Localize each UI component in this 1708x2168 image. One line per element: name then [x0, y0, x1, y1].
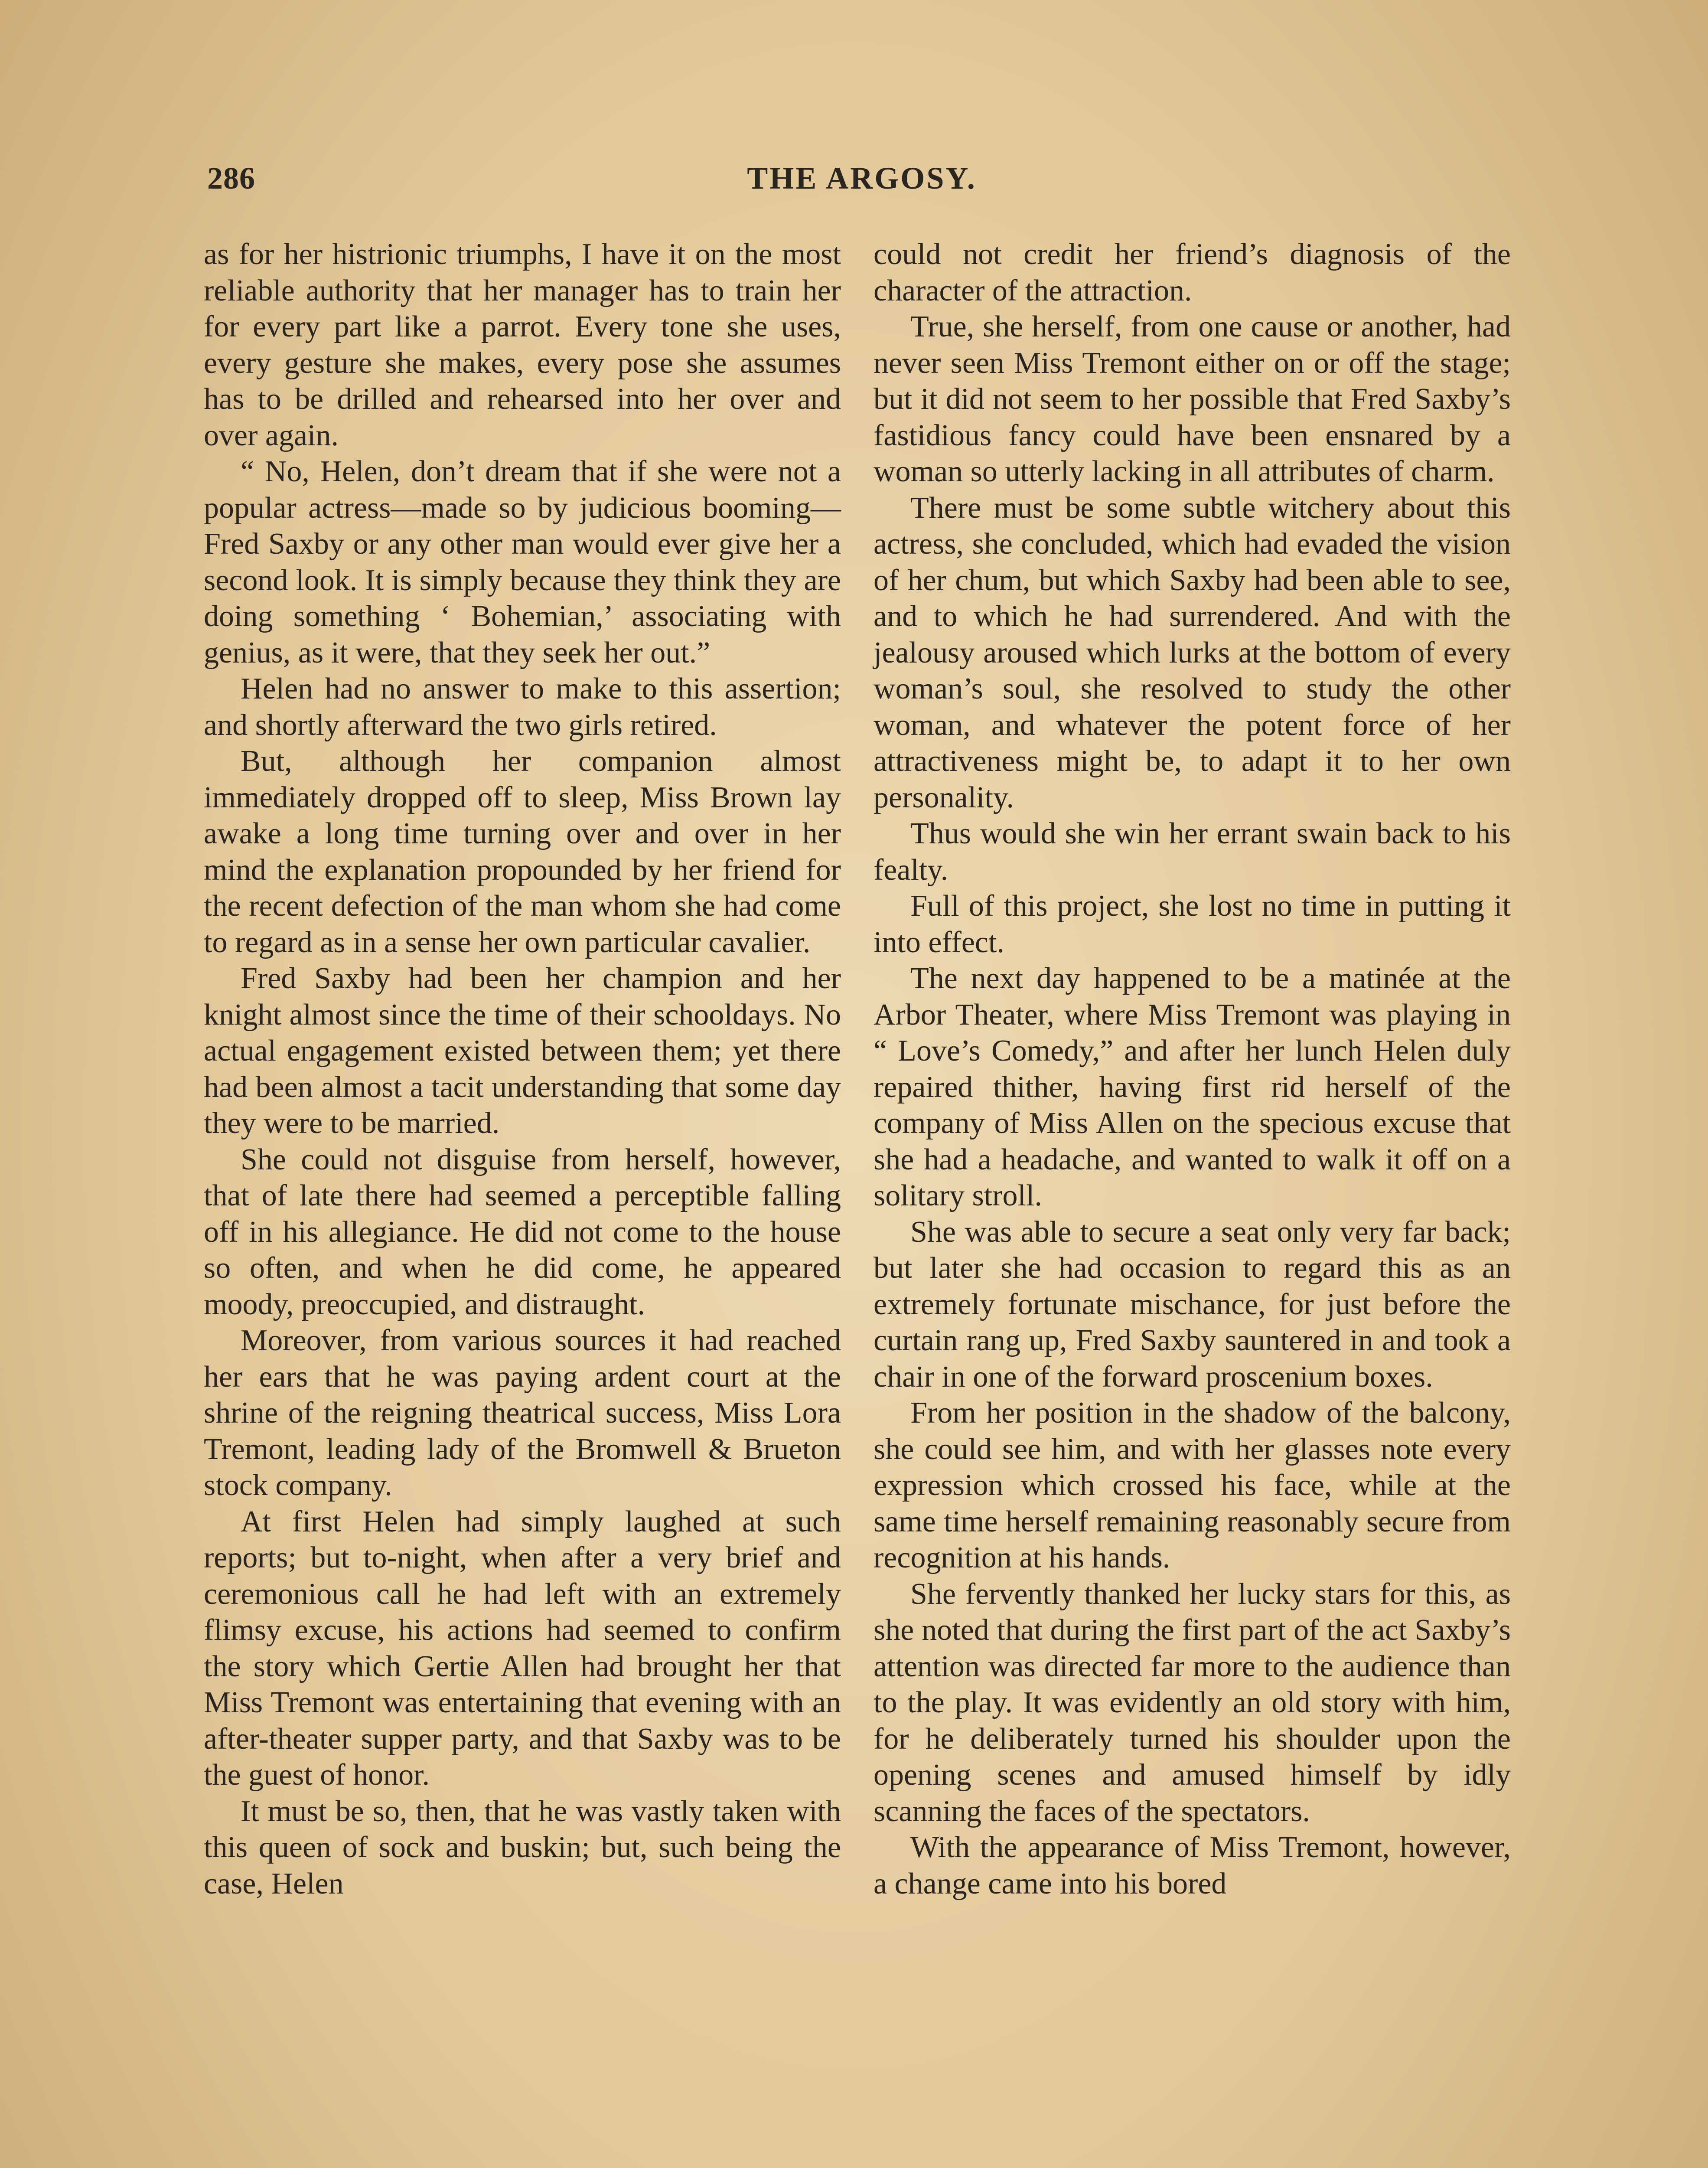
paragraph: The next day happened to be a matinée at the Arbor Theater, where Miss Tremont was playing in “ Love’s Comedy,” and after her lunch Helen duly repaired thither, having first rid herself of the company of Miss Allen on the specious excuse that she had a headache, and wanted to walk it off on a solitary stroll. [874, 962, 1511, 1212]
left-column [204, 236, 841, 1902]
paragraph: She fervently thanked her lucky stars for this, as she noted that during the first part of the act Saxby’s attention was directed far more to the audience than to the play. It was evidently an old story with him, for he deliberately turned his shoulder upon the opening scenes and amused himself by idly scanning the faces of the spectators. [874, 1577, 1511, 1828]
paragraph: From her position in the shadow of the balcony, she could see him, and with her glasses note every expression which crossed his face, while at the same time herself remaining reasonably secure from recognition at his hands. [874, 1396, 1511, 1574]
paragraph: With the appearance of Miss Tremont, however, a change came into his bored [874, 1831, 1511, 1900]
page-number: 286 [207, 161, 255, 196]
paragraph: Helen had no answer to make to this assertion; and shortly afterward the two girls retired. [204, 672, 841, 742]
paragraph: Fred Saxby had been her champion and her knight almost since the time of their schooldays. No actual engagement existed between them; yet there had been almost a tacit understanding that some day they were to be married. [204, 962, 841, 1140]
page-header [207, 160, 1516, 212]
paragraph: Thus would she win her errant swain back to his fealty. [874, 817, 1511, 887]
paragraph: “ No, Helen, don’t dream that if she were not a popular actress—made so by judicious booming—Fred Saxby or any other man would ever give her a second look. It is simply because they think they are doing something ‘ Bohemian,’ associating with genius, as it were, that they seek her out.” [204, 455, 841, 669]
paragraph: At first Helen had simply laughed at such reports; but to-night, when after a very brief and ceremonious call he had left with an extremely flimsy excuse, his actions had seemed to confirm the story which Gertie Allen had brought her that Miss Tremont was entertaining that evening with an after-theater supper party, and that Saxby was to be the guest of honor. [204, 1505, 841, 1792]
paragraph: as for her histrionic triumphs, I have it on the most reliable authority that her manager has to train her for every part like a parrot. Every tone she uses, every gesture she makes, every pose she assumes has to be drilled and rehearsed into her over and over again. [204, 238, 841, 452]
right-column [874, 236, 1511, 1902]
paragraph: True, she herself, from one cause or another, had never seen Miss Tremont either on or off the stage; but it did not seem to her possible that Fred Saxby’s fastidious fancy could have been ensnared by a woman so utterly lacking in all attributes of charm. [874, 310, 1511, 488]
paragraph: She could not disguise from herself, however, that of late there had seemed a perceptible falling off in his allegiance. He did not come to the house so often, and when he did come, he appeared moody, preoccupied, and distraught. [204, 1143, 841, 1321]
paragraph: She was able to secure a seat only very far back; but later she had occasion to regard this as an extremely fortunate mischance, for just before the curtain rang up, Fred Saxby sauntered in and took a chair in one of the forward proscenium boxes. [874, 1215, 1511, 1394]
paragraph: But, although her companion almost immediately dropped off to sleep, Miss Brown lay awake a long time turning over and over in her mind the explanation propounded by her friend for the recent defection of the man whom she had come to regard as in a sense her own particular cavalier. [204, 744, 841, 959]
paragraph: There must be some subtle witchery about this actress, she concluded, which had evaded the vision of her chum, but which Saxby had been able to see, and to which he had surrendered. And with the jealousy aroused which lurks at the bottom of every woman’s soul, she resolved to study the other woman, and whatever the potent force of her attractiveness might be, to adapt it to her own personality. [874, 491, 1511, 814]
running-title: THE ARGOSY. [747, 161, 977, 196]
paragraph: Full of this project, she lost no time in putting it into effect. [874, 889, 1511, 959]
paragraph: Moreover, from various sources it had reached her ears that he was paying ardent court at the shrine of the reigning theatrical success, Miss Lora Tremont, leading lady of the Bromwell & Brueton stock company. [204, 1324, 841, 1502]
paragraph: could not credit her friend’s diagnosis of the character of the attraction. [874, 238, 1511, 307]
paragraph: It must be so, then, that he was vastly taken with this queen of sock and buskin; but, such being the case, Helen [204, 1794, 841, 1900]
